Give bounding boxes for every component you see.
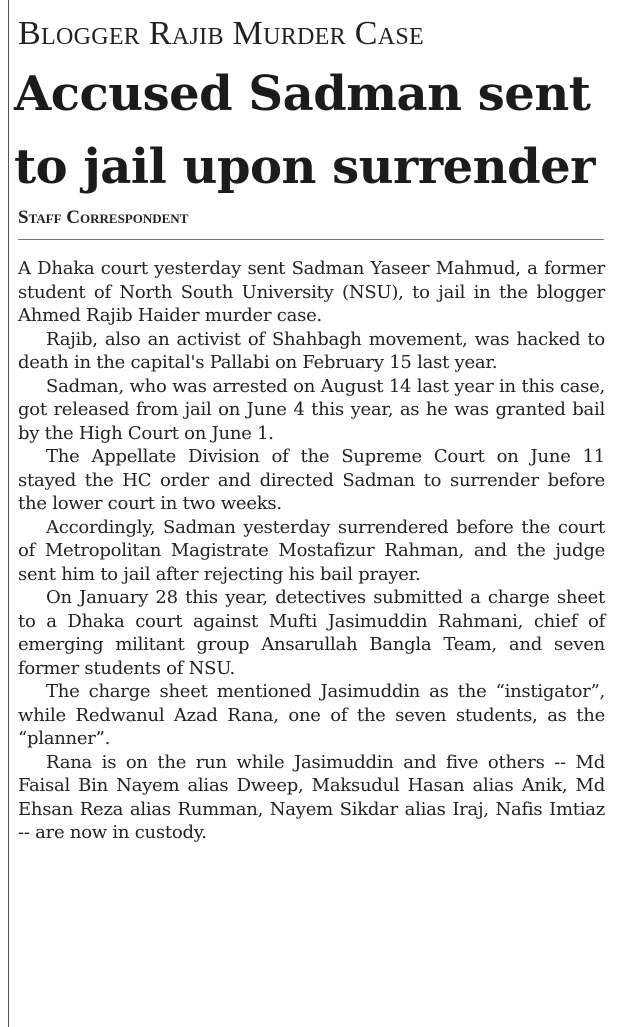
- paragraph: The Appellate Division of the Supreme Court on June 11 stayed the HC order and directed Sadman to surrender before the lower court in two weeks.: [18, 446, 605, 514]
- paragraph: Rajib, also an activist of Shahbagh movement, was hacked to death in the capital's Pallabi on February 15 last year.: [18, 328, 605, 373]
- paragraph: The charge sheet mentioned Jasimuddin as the “instigator”, while Redwanul Azad Rana, one of the seven students, as the “planner”.: [18, 681, 605, 749]
- headline-line-1: Accused Sadman sent: [14, 66, 591, 122]
- byline: Staff Correspondent: [18, 207, 189, 228]
- paragraph: Accordingly, Sadman yesterday surrendered before the court of Metropolitan Magistrate Mostafizur Rahman, and the judge sent him to jail after rejecting his bail prayer.: [18, 516, 605, 585]
- column-rule: [8, 0, 9, 1027]
- article-body: [18, 257, 605, 845]
- paragraph: On January 28 this year, detectives submitted a charge sheet to a Dhaka court against Mufti Jasimuddin Rahmani, chief of emerging militant group Ansarullah Bangla Team, and seven former students of NSU.: [18, 587, 605, 679]
- kicker-heading: Blogger Rajib Murder Case: [18, 15, 424, 52]
- headline: [14, 58, 614, 204]
- paragraph: Rana is on the run while Jasimuddin and five others -- Md Faisal Bin Nayem alias Dweep, Maksudul Hasan alias Anik, Md Ehsan Reza alias Rumman, Nayem Sikdar alias Iraj, Nafis Imtiaz -- are now in custody.: [18, 751, 605, 843]
- paragraph: A Dhaka court yesterday sent Sadman Yaseer Mahmud, a former student of North South University (NSU), to jail in the blogger Ahmed Rajib Haider murder case.: [18, 258, 605, 326]
- byline-divider: [18, 239, 604, 240]
- headline-line-2: to jail upon surrender: [14, 139, 595, 195]
- paragraph: Sadman, who was arrested on August 14 last year in this case, got released from jail on June 4 this year, as he was granted bail by the High Court on June 1.: [18, 375, 605, 444]
